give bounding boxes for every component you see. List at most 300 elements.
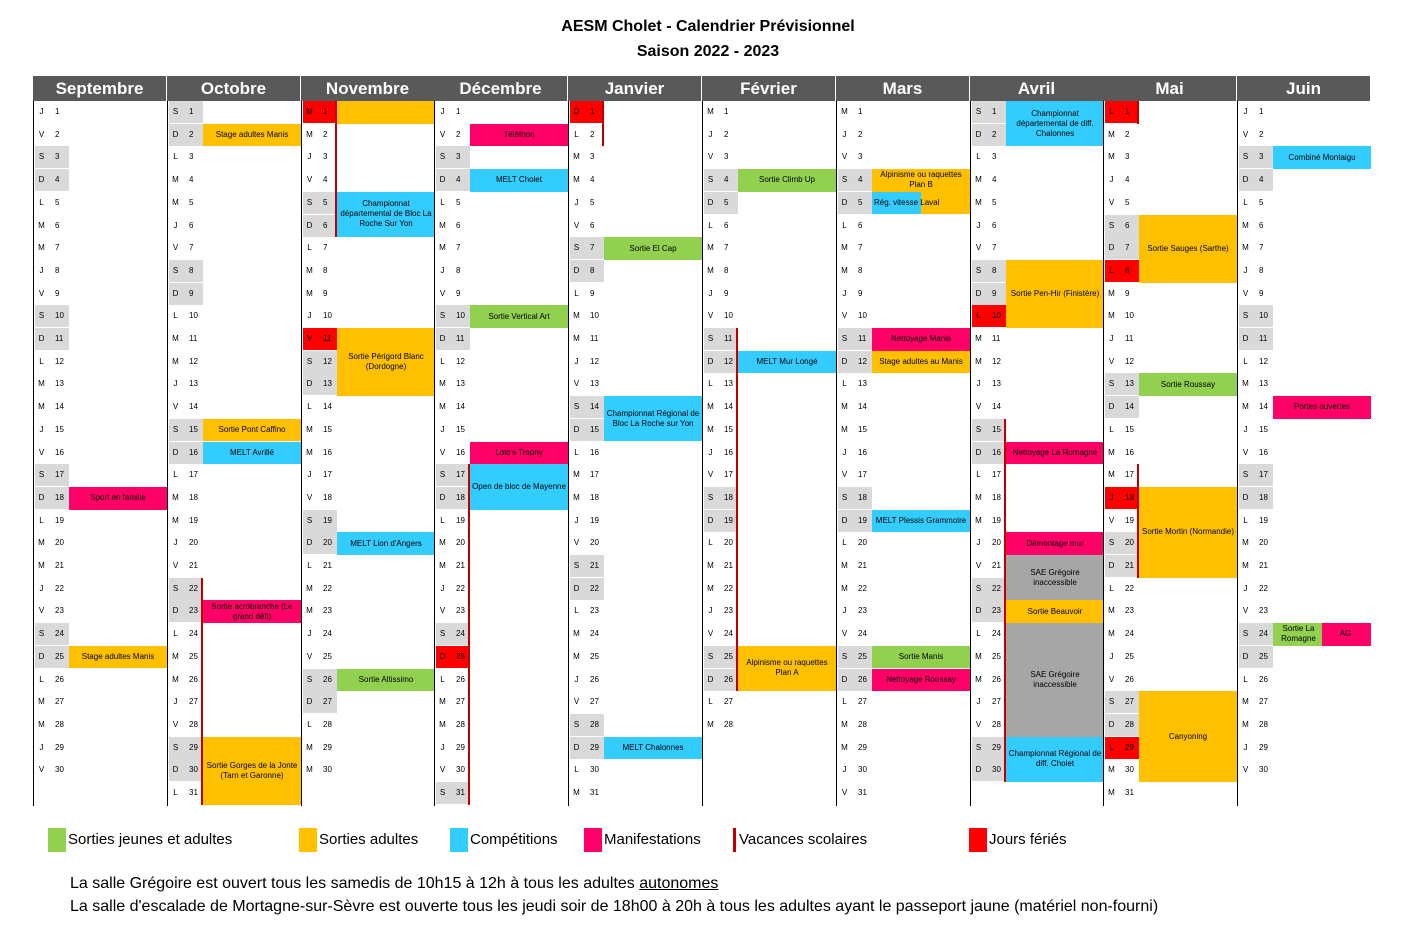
day-letter: M [841,742,848,752]
day-number: 22 [992,583,1001,593]
day-number: 23 [1259,606,1268,616]
event-text: Sortie Vertical Art [488,311,550,321]
day-row [972,714,1006,736]
day-letter: S [1108,697,1115,707]
day-number: 5 [189,197,194,207]
day-letter: S [38,629,45,639]
day-number: 22 [858,583,867,593]
day-number: 3 [1259,152,1264,162]
day-letter: J [1243,583,1248,593]
day-letter: M [975,175,982,185]
day-row [35,351,69,373]
day-number: 16 [1259,447,1268,457]
day-number: 6 [858,220,863,230]
day-row [704,532,738,554]
day-number: 9 [858,288,863,298]
day-row [1105,600,1139,622]
day-letter: M [975,674,982,684]
day-number: 27 [456,697,465,707]
day-letter: M [1242,379,1249,389]
day-letter: M [841,402,848,412]
day-row [1239,646,1273,668]
legend-label-5: Jours fériés [989,831,1067,848]
day-number: 25 [992,651,1001,661]
day-number: 6 [189,220,194,230]
day-letter: S [975,583,982,593]
day-number: 20 [992,538,1001,548]
day-row [169,351,203,373]
day-letter: M [38,561,45,570]
day-number: 1 [1125,107,1130,116]
day-letter: D [975,288,982,298]
day-row [436,169,470,191]
day-number: 24 [456,629,465,639]
day-letter: L [1109,424,1114,434]
day-letter: D [1242,175,1249,185]
day-number: 1 [724,107,729,116]
day-row [570,555,604,577]
day-number: 14 [724,402,733,412]
day-number: 2 [456,129,461,139]
day-letter: L [976,629,981,639]
event-block [470,124,568,147]
day-letter: M [439,243,446,253]
day-number: 25 [456,651,465,661]
day-letter: M [707,243,714,253]
day-row [169,124,203,146]
day-row [35,669,69,691]
day-row [303,464,337,486]
day-row [972,532,1006,554]
month-header-0: Septembre [33,76,167,101]
day-row [838,442,872,464]
day-number: 21 [1259,561,1268,570]
day-letter: D [306,538,313,548]
day-number: 22 [55,583,64,593]
day-row [169,260,203,282]
day-row [838,146,872,168]
day-letter: V [439,129,446,139]
day-letter: M [707,719,714,729]
day-row [972,464,1006,486]
event-text: Sortie acrobranche (Le grand défi) [211,601,293,621]
day-number: 31 [1125,788,1134,797]
day-letter: S [172,265,179,275]
day-number: 16 [323,447,332,457]
day-row [704,215,738,237]
day-letter: V [841,152,848,162]
day-letter: J [307,311,312,321]
day-number: 31 [590,788,599,797]
day-letter: M [306,107,313,116]
day-letter: M [707,107,714,116]
day-number: 9 [55,288,60,298]
day-number: 2 [724,129,729,139]
day-letter: S [439,788,446,797]
day-letter: M [306,265,313,275]
day-number: 13 [724,379,733,389]
day-row [1239,260,1273,282]
day-letter: M [172,197,179,207]
day-number: 14 [456,402,465,412]
day-number: 23 [189,606,198,616]
day-number: 29 [1259,742,1268,752]
day-row [436,464,470,486]
day-row [35,442,69,464]
day-letter: M [306,447,313,457]
month-header-8: Mai [1103,76,1237,101]
day-row [35,328,69,350]
day-number: 19 [724,515,733,525]
day-number: 9 [456,288,461,298]
day-number: 20 [323,538,332,548]
day-number: 28 [323,719,332,729]
legend-swatch-green [48,828,66,852]
legend-label-0: Sorties jeunes et adultes [68,831,233,848]
day-number: 30 [55,765,64,775]
day-number: 3 [189,152,194,162]
day-number: 28 [1259,719,1268,729]
day-letter: S [439,470,446,480]
day-letter: L [1243,356,1248,366]
day-letter: L [976,311,981,321]
event-block [1006,442,1104,465]
day-row [570,714,604,736]
day-row [704,396,738,418]
day-number: 10 [1125,311,1134,321]
day-letter: J [173,379,178,389]
day-row [704,464,738,486]
event-text: Canyoning [1168,731,1208,741]
day-row [1239,305,1273,327]
day-letter: L [708,220,713,230]
day-number: 1 [55,107,60,116]
day-row [704,555,738,577]
day-row [303,510,337,532]
day-letter: S [172,107,179,116]
day-row [570,782,604,804]
day-number: 4 [456,175,461,185]
day-number: 4 [55,175,60,185]
day-row [1105,169,1139,191]
month-header-1: Octobre [167,76,301,101]
day-letter: J [173,220,178,230]
day-row [35,396,69,418]
day-row [436,260,470,282]
day-row [169,759,203,781]
day-letter: S [573,719,580,729]
day-row [838,464,872,486]
day-number: 30 [323,765,332,775]
day-letter: L [574,129,579,139]
day-number: 11 [456,334,465,343]
day-number: 14 [55,402,64,412]
day-row [436,532,470,554]
day-letter: M [707,583,714,593]
day-number: 10 [55,311,64,321]
month-header-5: Février [702,76,836,101]
day-row [972,737,1006,759]
day-row [169,215,203,237]
day-number: 19 [189,515,198,525]
day-row [972,169,1006,191]
event-text: Nettoyage Manis [890,334,952,344]
day-letter: M [38,379,45,389]
day-letter: V [975,402,982,412]
day-row [35,691,69,713]
day-letter: S [439,152,446,162]
day-letter: S [172,424,179,434]
day-row [1105,146,1139,168]
day-number: 4 [323,175,328,185]
day-row [570,487,604,509]
day-number: 15 [1259,424,1268,434]
day-row [972,101,1006,123]
day-number: 6 [1259,220,1264,230]
day-row [972,623,1006,645]
day-row [704,101,738,123]
day-number: 17 [858,470,867,480]
day-row [570,146,604,168]
day-number: 14 [992,402,1001,412]
day-number: 16 [456,447,465,457]
day-letter: V [439,288,446,298]
day-row [303,487,337,509]
day-letter: M [573,492,580,502]
day-number: 2 [1125,129,1130,139]
day-number: 26 [724,674,733,684]
event-text: Stage adultes au Manis [879,357,963,367]
day-letter: L [1243,197,1248,207]
event-block [1139,691,1237,782]
day-row [1105,714,1139,736]
day-row [1239,283,1273,305]
day-number: 13 [1125,379,1134,389]
month-column-5 [702,101,836,806]
day-row [704,510,738,532]
day-row [303,555,337,577]
day-number: 29 [590,742,599,752]
day-number: 9 [189,288,194,298]
day-number: 23 [858,606,867,616]
event-block [337,101,435,124]
event-text: Combiné Montaigu [1288,152,1356,162]
event-block [337,532,435,555]
month-header-9: Juin [1237,76,1371,101]
day-letter: J [1243,265,1248,275]
day-letter: M [38,220,45,230]
day-row [436,373,470,395]
day-letter: L [574,288,579,298]
day-letter: L [39,197,44,207]
day-number: 12 [590,356,599,366]
day-row [303,578,337,600]
day-row [169,101,203,123]
day-row [704,646,738,668]
day-letter: S [1108,220,1115,230]
day-row [1105,510,1139,532]
day-row [1239,237,1273,259]
day-letter: J [440,107,445,116]
day-number: 18 [590,492,599,502]
day-row [35,759,69,781]
day-row [35,237,69,259]
month-column-3 [434,101,568,806]
day-letter: M [975,515,982,525]
day-letter: S [841,175,848,185]
day-row [303,396,337,418]
event-text: Championnat départemental de Bloc La Roche Sur Yon [340,199,432,229]
day-letter: D [707,197,714,207]
day-row [1239,737,1273,759]
day-row [570,328,604,350]
legend-label-4: Vacances scolaires [739,831,868,848]
day-letter: V [306,175,313,185]
day-number: 6 [724,220,729,230]
day-row [1105,442,1139,464]
day-letter: M [975,197,982,207]
day-letter: S [975,107,982,116]
day-letter: J [976,697,981,707]
day-number: 8 [189,265,194,275]
day-letter: M [306,424,313,434]
day-number: 6 [456,220,461,230]
day-number: 31 [456,788,465,797]
day-row [1105,464,1139,486]
day-number: 22 [1125,583,1134,593]
event-text: Sortie Périgord Blanc (Dordogne) [348,352,424,372]
day-row [303,169,337,191]
day-number: 17 [992,470,1001,480]
day-letter: V [707,152,714,162]
month-header-4: Janvier [568,76,702,101]
day-row [838,510,872,532]
day-letter: D [573,583,580,593]
day-letter: L [976,152,981,162]
day-number: 4 [1259,175,1264,185]
day-number: 24 [724,629,733,639]
day-number: 3 [1125,152,1130,162]
day-number: 21 [323,561,332,570]
day-number: 24 [55,629,64,639]
day-row [972,260,1006,282]
day-row [1239,555,1273,577]
day-row [169,646,203,668]
day-letter: M [306,606,313,616]
day-letter: M [172,674,179,684]
day-number: 24 [1259,629,1268,639]
day-row [570,737,604,759]
day-number: 9 [1259,288,1264,298]
day-number: 17 [590,470,599,480]
day-number: 4 [590,175,595,185]
day-letter: M [841,265,848,275]
day-letter: M [306,583,313,593]
day-number: 26 [1125,674,1134,684]
day-number: 7 [55,243,60,253]
day-number: 28 [724,719,733,729]
event-block [1006,555,1104,600]
day-row [1105,305,1139,327]
day-letter: D [38,492,45,502]
day-letter: V [1242,288,1249,298]
day-row [436,510,470,532]
day-number: 19 [1259,515,1268,525]
day-row [972,691,1006,713]
vacation-marker [602,101,604,146]
day-row [169,419,203,441]
day-row [35,215,69,237]
day-number: 17 [724,470,733,480]
day-row [436,646,470,668]
day-row [35,373,69,395]
day-row [838,351,872,373]
day-row [169,782,203,804]
day-row [1239,669,1273,691]
note-gregoire-underlined: autonomes [639,875,719,892]
day-number: 25 [590,651,599,661]
day-number: 6 [1125,220,1130,230]
day-number: 25 [189,651,198,661]
day-number: 17 [189,470,198,480]
event-block [203,419,301,442]
day-letter: M [1108,765,1115,775]
day-letter: M [306,765,313,775]
page-subtitle: Saison 2022 - 2023 [636,43,780,60]
day-number: 17 [55,470,64,480]
day-row [1105,373,1139,395]
day-row [570,669,604,691]
day-row [169,578,203,600]
day-number: 3 [858,152,863,162]
day-letter: S [306,515,313,525]
day-row [838,691,872,713]
day-number: 5 [858,197,863,207]
day-row [838,759,872,781]
day-letter: J [708,288,713,298]
day-row [169,691,203,713]
day-row [1239,215,1273,237]
day-letter: V [975,561,982,570]
day-row [169,714,203,736]
day-number: 5 [323,197,328,207]
month-header-7: Avril [970,76,1104,101]
day-number: 8 [724,265,729,275]
day-number: 20 [858,538,867,548]
event-text: Sortie Pont Caffino [218,425,286,435]
month-column-1 [167,101,301,806]
day-row [972,373,1006,395]
day-number: 20 [189,538,198,548]
day-number: 21 [55,561,64,570]
note-mortagne: La salle d'escalade de Mortagne-sur-Sèvre est ouverte tous les jeudi soir de 18h00 à 20h à tous les adultes ayant le passeport jaune (matériel non-fourni) [70,898,1159,915]
day-number: 5 [456,197,461,207]
day-number: 2 [992,129,997,139]
day-letter: D [1108,243,1115,253]
day-number: 31 [189,788,198,797]
day-number: 26 [189,674,198,684]
day-row [169,442,203,464]
day-letter: L [440,674,445,684]
day-row [838,283,872,305]
day-number: 27 [858,697,867,707]
day-letter: V [1108,356,1115,366]
day-letter: D [573,424,580,434]
day-row [570,691,604,713]
day-number: 29 [55,742,64,752]
day-letter: V [439,765,446,775]
day-number: 1 [590,107,595,116]
